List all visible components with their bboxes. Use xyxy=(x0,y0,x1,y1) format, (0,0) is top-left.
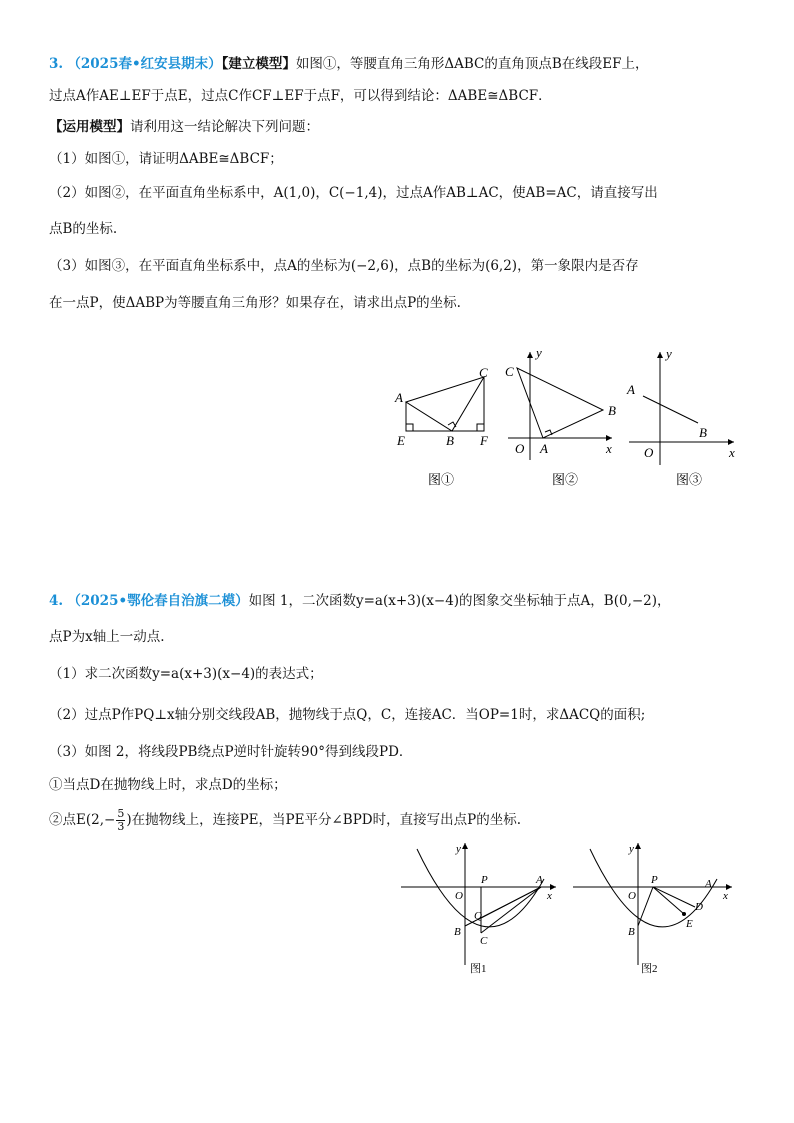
q4f2-label-b: B xyxy=(628,926,635,938)
q4-sub1: ①当点D在抛物线上时，求点D的坐标； xyxy=(49,777,287,793)
fig2-label-y: y xyxy=(536,345,542,360)
fig2-label-o: O xyxy=(515,441,525,456)
q4f2-label-e: E xyxy=(686,918,693,930)
fig2-label-b: B xyxy=(608,403,616,418)
q4-line1 xyxy=(49,591,671,611)
q3-figure-3 xyxy=(624,340,749,490)
q4f1-label-x: x xyxy=(547,890,552,902)
fig3-label-a: A xyxy=(627,382,635,397)
q4f1-label-p: P xyxy=(481,874,488,886)
q4f2-label-y: y xyxy=(629,843,634,855)
q3-line3-text: 请利用这一结论解决下列问题： xyxy=(130,119,319,135)
fig3-y-arrow xyxy=(657,352,663,358)
fig3-label-o: O xyxy=(644,445,654,460)
q4-figure-1 xyxy=(398,838,563,978)
q4-fraction-num: 5 xyxy=(117,807,125,820)
q4f1-label-a: A xyxy=(536,874,543,886)
q4f2-y-arrow xyxy=(635,843,641,849)
q4-sub2 xyxy=(49,808,521,833)
q4f1-caption: 图1 xyxy=(470,963,487,975)
q4-part3: （3）如图 2，将线段PB绕点P逆时针旋转90°得到线段PD． xyxy=(49,744,413,760)
q4-part1: （1）求二次函数y=a(x+3)(x−4)的表达式； xyxy=(49,666,323,682)
fig2-label-c: C xyxy=(505,364,514,379)
fig2-caption: 图② xyxy=(552,472,579,487)
fig3-label-b: B xyxy=(699,425,707,440)
fig1-caption: 图① xyxy=(428,472,455,487)
q3-line1-text: 如图①，等腰直角三角形ΔABC的直角顶点B在线段EF上， xyxy=(295,56,649,72)
q4f2-point-e xyxy=(682,912,686,916)
q3-source: （2025春•红安县期末） xyxy=(67,56,222,72)
q4f1-label-y: y xyxy=(456,843,461,855)
q4f1-label-o: O xyxy=(455,890,463,902)
q3-part1: （1）如图①，请证明ΔABE≅ΔBCF； xyxy=(49,151,283,167)
fig1-label-b: B xyxy=(446,433,454,448)
q3-line1 xyxy=(49,54,649,74)
q4-fraction-den: 3 xyxy=(117,820,125,833)
q4f1-y-arrow xyxy=(462,843,468,849)
fig3-caption: 图③ xyxy=(676,472,703,487)
fig1-label-f: F xyxy=(480,433,488,448)
fig1-label-c: C xyxy=(479,365,488,380)
q4f2-label-a: A xyxy=(705,878,712,890)
q3-number: 3. xyxy=(49,56,64,72)
q3-part2b: 点B的坐标. xyxy=(49,221,118,237)
q4f2-caption: 图2 xyxy=(641,963,658,975)
q3-part2a: （2）如图②，在平面直角坐标系中，A(1,0)，C(−1,4)，过点A作AB⊥AC，使AB=AC，请直接写出 xyxy=(49,185,658,201)
q3-part3a: （3）如图③，在平面直角坐标系中，点A的坐标为(−2,6)，点B的坐标为(6,2)，第一象限内是否存 xyxy=(49,258,639,274)
q4f2-label-d: D xyxy=(695,901,703,913)
q3-part3b: 在一点P，使ΔABP为等腰直角三角形？如果存在，请求出点P的坐标. xyxy=(49,295,461,311)
q3-tag-apply: 【运用模型】 xyxy=(49,119,130,135)
q3-line2: 过点A作AE⊥EF于点E，过点C作CF⊥EF于点F，可以得到结论：ΔABE≅ΔBCF． xyxy=(49,88,552,104)
q4f2-label-x: x xyxy=(723,890,728,902)
fig1-label-e: E xyxy=(397,433,405,448)
q4-part2: （2）过点P作PQ⊥x轴分别交线段AB，抛物线于点Q，C，连接AC．当OP=1时，求ΔACQ的面积; xyxy=(49,707,646,723)
fig3-label-x: x xyxy=(729,445,735,460)
q4-fraction xyxy=(116,808,125,833)
q4f1-label-q: Q xyxy=(474,910,482,922)
q4-source: （2025•鄂伦春自治旗二模） xyxy=(67,593,249,609)
q3-figure-2 xyxy=(500,340,625,490)
q4-figure-2 xyxy=(570,838,740,978)
q3-tag-build: 【建立模型】 xyxy=(221,56,296,72)
q4-line2: 点P为x轴上一动点. xyxy=(49,629,165,645)
q4-sub2-pre: ②点E(2,− xyxy=(49,812,116,828)
q4f2-label-p: P xyxy=(651,874,658,886)
q4-line1-text: 如图 1，二次函数y=a(x+3)(x−4)的图象交坐标轴于点A，B(0,−2)， xyxy=(248,593,671,609)
fig3-label-y: y xyxy=(666,346,672,361)
q4f1-label-b: B xyxy=(454,926,461,938)
q3-figure-1 xyxy=(390,360,500,490)
q3-line3 xyxy=(49,117,319,137)
q4-sub2-post: )在抛物线上，连接PE，当PE平分∠BPD时，直接写出点P的坐标. xyxy=(126,812,521,828)
fig1-label-a: A xyxy=(395,390,403,405)
q4-number: 4. xyxy=(49,593,64,609)
q4f1-label-c: C xyxy=(480,935,488,947)
fig2-label-a: A xyxy=(540,441,548,456)
q4f2-label-o: O xyxy=(628,890,636,902)
fig2-y-arrow xyxy=(527,352,533,358)
fig2-label-x: x xyxy=(606,441,612,456)
